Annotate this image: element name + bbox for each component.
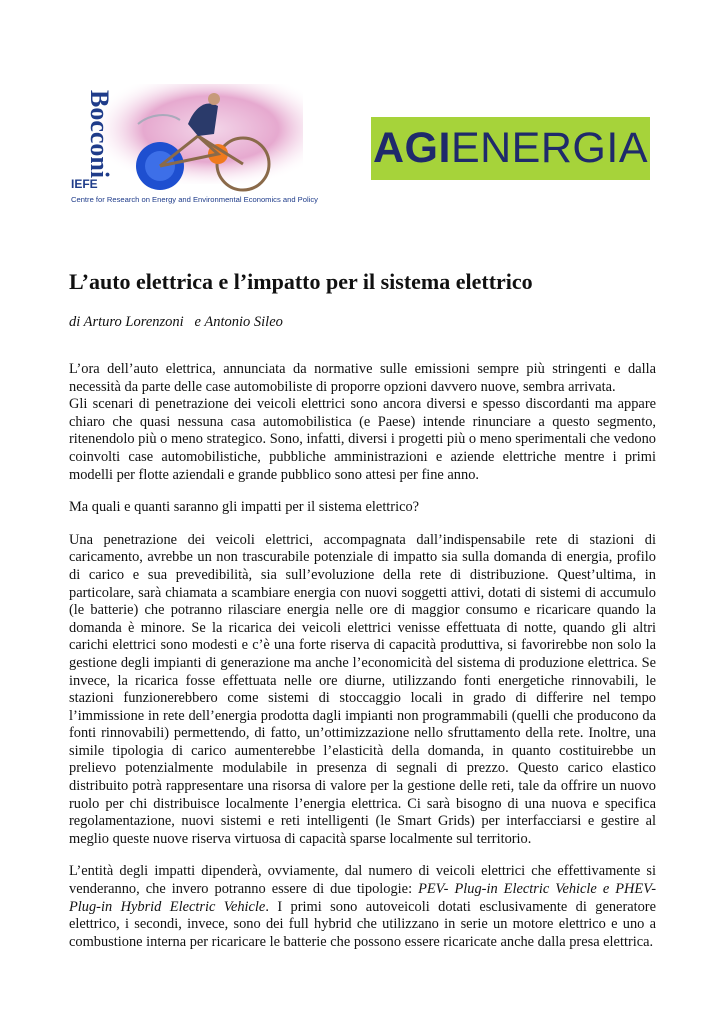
agi-energia-logo (371, 117, 650, 180)
article-authors: di Arturo Lorenzoni e Antonio Sileo (69, 314, 283, 330)
paragraph-5-vehicle-types: PEV- Plug-in Electric Vehicle e PHEV-Plug-in Hybrid Electric Vehicle (69, 881, 656, 915)
paragraph-3: Ma quali e quanti saranno gli impatti per il sistema elettrico? (69, 499, 420, 516)
article-title: L’auto elettrica e l’impatto per il sistema elettrico (69, 269, 533, 294)
agi-logo-text: AGI (373, 124, 451, 172)
iefe-label: IEFE (71, 177, 98, 191)
paragraph-5-rest: . I primi sono autoveicoli dotati esclusivamente di generatore elettrico, i secondi, invece, sono dei full hybrid che utilizzano in serie un motore elettrico e uno a combustione interna per ricaricare le batterie che possono essere ricaricate anche dalla presa elettrica. (69, 898, 656, 950)
bocconi-logo-graphic (68, 84, 328, 208)
paragraph-5-intro: L’entità degli impatti dipenderà, ovviamente, dal numero di veicoli elettrici che effettivamente si venderanno, che invero potranno essere di due tipologie: (69, 863, 656, 898)
article-body (69, 361, 656, 951)
iefe-subtitle: Centre for Research on Energy and Environmental Economics and Policy (71, 195, 318, 204)
paragraph-5 (69, 863, 656, 951)
paragraph-4: Una penetrazione dei veicoli elettrici, accompagnata dall’indispensabile rete di stazioni di caricamento, avrebbe un non trascurabile potenziale di impatto sia sulla domanda di energia, profilo di carico e sua prevedibilità, sia sull’evoluzione della rete di distribuzione. Quest’ultima, in particolare, sarà chiamata a scambiare energia con nuovi soggetti attivi, dotati di sistemi di accumulo (le batterie) che potranno rilasciare energia nelle ore di maggior consumo e ricaricare quando la domanda è minore. Se la ricarica dei veicoli elettrici venisse effettuata di notte, quando gli altri carichi elettrici sono modesti e c’è una forte riserva di capacità produttiva, si favorirebbe non solo la gestione degli impianti di generazione ma anche l’economicità del sistema di produzione elettrica. Se invece, la ricarica fosse effettuata nelle ore diurne, utilizzando fonti energetiche rinnovabili, le stazioni funzionerebbero come sistemi di stoccaggio locali in grado di differire nel tempo l’immissione in rete dell’energia prodotta dagli impianti non programmabili (quelli che producono da fonti rinnovabili) permettendo, di fatto, un’ottimizzazione nello sfruttamento della rete. Inoltre, una simile tipologia di carico aumenterebbe l’elasticità della domanda, in quanto costituirebbe un prelievo potenzialmente modulabile in presenza di segnali di prezzo. Questo carico elastico distribuito potrà rappresentare una risorsa di valore per la gestione delle reti, tale da offrire un nuovo ruolo per chi distribuisce localmente l’energia elettrica. Ci sarà bisogno di una nuova e specifica regolamentazione, nuovi sistemi e reti intelligenti (le Smart Grids) per interfacciarsi e gestire al meglio queste nuove riserva virtuosa di capacità sparse localmente sul territorio. (69, 531, 656, 847)
energia-logo-text: ENERGIA (450, 124, 648, 172)
paragraph-1: L’ora dell’auto elettrica, annunciata da normative sulle emissioni sempre più stringenti e dalla necessità da parte delle case automobiliste di proporre opzioni davvero nuove, sembra arrivata. (69, 361, 656, 395)
bocconi-wordmark: Bocconi (85, 90, 114, 179)
bocconi-iefe-logo (68, 84, 328, 208)
paragraph-2: Gli scenari di penetrazione dei veicoli elettrici sono ancora diversi e spesso discordanti ma appare chiaro che quasi nessuna casa automobilistica (e Paese) intende rinunciare a questo segmento, ritenendolo più o meno strategico. Sono, infatti, diversi i progetti più o meno sperimentali che vedono coinvolti case automobilistiche, pubbliche amministrazioni e aziende elettriche mentre i primi modelli per flotte aziendali e grande pubblico sono attesi per fine anno. (69, 396, 656, 483)
